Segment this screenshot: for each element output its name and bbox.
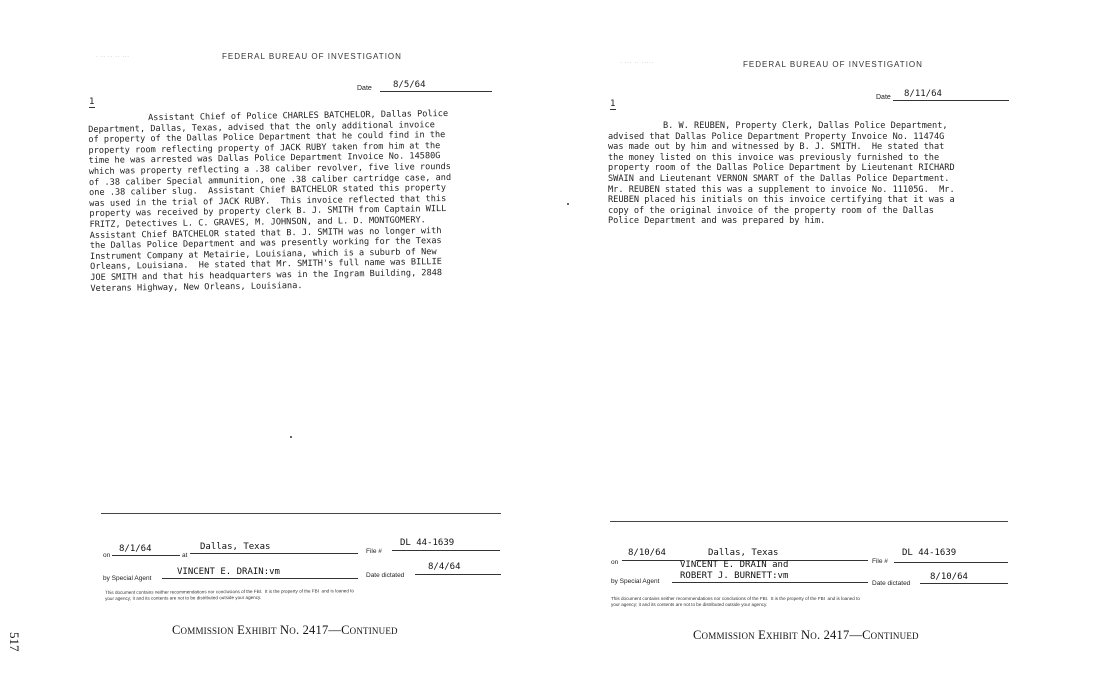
body-line: Orleans, Louisiana. He stated that Mr. SMITH's full name was BILLIE <box>90 257 443 273</box>
at-underline <box>190 553 358 554</box>
agent-label: by Special Agent <box>611 578 660 585</box>
body-line: FRITZ, Detectives L. C. GRAVES, M. JOHNSON, and L. D. MONTGOMERY. <box>89 215 426 230</box>
faint-form-code: · ·· ·· ·· ··· <box>96 54 130 60</box>
side-page-number: 517 <box>7 632 22 652</box>
on-value: 8/1/64 <box>119 544 152 554</box>
body-line: property room reflecting property of JACK RUBY taken from him at the <box>88 140 441 156</box>
dictated-label: Date dictated <box>366 572 405 579</box>
date-value: 8/11/64 <box>904 89 942 99</box>
page-number-underline <box>610 109 616 110</box>
file-underline <box>392 550 500 551</box>
right-document-page <box>548 0 1094 691</box>
body-line: of property of the Dallas Police Department that he could find in the <box>88 130 446 146</box>
date-label: Date <box>876 94 891 101</box>
document-body <box>608 121 955 227</box>
body-line: Instrument Company at Metairie, Louisiana, which is a suburb of New <box>89 246 437 262</box>
body-line: property room of the Dallas Police Department by Lieutenant RICHARD <box>608 163 955 174</box>
agent-value-line2: ROBERT J. BURNETT:vm <box>680 571 789 581</box>
body-line: copy of the original invoice of the property room of the Dallas <box>608 205 934 216</box>
date-underline <box>893 100 1009 101</box>
agent-underline <box>672 582 868 583</box>
on-underline <box>622 560 684 561</box>
disclaimer <box>611 596 860 609</box>
body-line: This document contains neither recommendations nor conclusions of the FBI. It is the property of the FBI and is loaned to <box>611 596 860 601</box>
body-line: JOE SMITH and that his headquarters was in the Ingram Building, 2848 <box>90 267 443 283</box>
disclaimer <box>105 588 354 603</box>
body-line: Assistant Chief BATCHELOR stated that B. J. SMITH was no longer with <box>89 225 442 241</box>
exhibit-caption: Commission Exhibit No. 2417—Continued <box>172 623 398 637</box>
page-number: 1 <box>89 97 95 107</box>
body-line: REUBEN placed his initials on this invoice certifying that it was a <box>608 195 955 206</box>
document-body <box>88 109 453 294</box>
body-line: the money listed on this invoice was previously furnished to the <box>608 152 940 163</box>
at-label: at <box>182 552 188 559</box>
body-line: was made out by him and witnessed by B. J. SMITH. He stated that <box>608 142 945 153</box>
scan-speck <box>290 436 292 438</box>
file-underline <box>894 562 1008 563</box>
file-label: File # <box>872 558 888 565</box>
at-value: Dallas, Texas <box>708 548 779 558</box>
scan-speck <box>567 203 569 205</box>
agent-value-line1: VINCENT E. DRAIN and <box>680 560 789 570</box>
body-line: SWAIN and Lieutenant VERNON SMART of the Dallas Police Department. <box>608 173 950 184</box>
exhibit-caption: Commission Exhibit No. 2417—Continued <box>693 628 919 642</box>
dictated-value: 8/10/64 <box>930 572 968 582</box>
body-line: This document contains neither recommendations nor conclusions of the FBI. It is the property of the FBI and is loaned to <box>105 588 354 595</box>
agent-label: by Special Agent <box>103 575 152 582</box>
on-label: on <box>611 559 619 566</box>
agent-value: VINCENT E. DRAIN:vm <box>177 567 280 577</box>
body-line: which was property reflecting a .38 caliber revolver, five live rounds <box>88 161 452 177</box>
page-number-underline <box>89 107 95 108</box>
body-line: your agency; it and its contents are not to be distributed outside your agency. <box>105 595 262 602</box>
on-underline <box>112 555 180 556</box>
body-line: the Dallas Police Department and was presently working for the Texas <box>89 236 442 252</box>
body-line: Police Department and was prepared by him. <box>608 216 826 227</box>
file-label: File # <box>366 548 382 555</box>
dictated-underline <box>415 574 501 575</box>
body-line: Mr. REUBEN stated this was a supplement to invoice No. 11105G. Mr. <box>608 184 955 195</box>
body-line: Veterans Highway, New Orleans, Louisiana. <box>90 280 303 294</box>
body-line: one .38 caliber slug. Assistant Chief BATCHELOR stated this property <box>89 183 447 199</box>
body-line: Department, Dallas, Texas, advised that the only additional invoice <box>88 119 435 135</box>
file-value: DL 44-1639 <box>902 548 957 558</box>
left-document-page <box>0 0 540 691</box>
file-value: DL 44-1639 <box>400 538 455 548</box>
dictated-underline <box>920 583 1008 584</box>
body-line: of .38 caliber Special ammunition, one .38 caliber cartridge case, and <box>88 172 452 188</box>
at-value: Dallas, Texas <box>200 542 271 552</box>
date-underline <box>380 91 492 92</box>
body-line: B. W. REUBEN, Property Clerk, Dallas Police Department, <box>663 121 948 131</box>
body-line: was used in the trial of JACK RUBY. This invoice reflected that this <box>89 193 447 209</box>
form-header: FEDERAL BUREAU OF INVESTIGATION <box>222 52 402 61</box>
date-label: Date <box>357 85 372 92</box>
footer-rule <box>610 521 1008 522</box>
body-line: your agency; it and its contents are not to be distributed outside your agency. <box>611 602 768 608</box>
faint-form-code: · ··· ·· ····· <box>620 60 654 66</box>
on-label: on <box>103 552 111 559</box>
date-value: 8/5/64 <box>393 80 426 90</box>
body-line: advised that Dallas Police Department Property Invoice No. 11474G <box>608 131 945 142</box>
body-line: time he was arrested was Dallas Police Department Invoice No. 14580G <box>88 151 441 167</box>
body-line: Assistant Chief of Police CHARLES BATCHELOR, Dallas Police <box>147 108 449 124</box>
form-header: FEDERAL BUREAU OF INVESTIGATION <box>743 60 923 69</box>
body-line: property was received by property clerk B. J. SMITH from Captain WILL <box>89 204 447 220</box>
page-number: 1 <box>610 99 616 109</box>
agent-underline <box>162 578 358 579</box>
on-value: 8/10/64 <box>628 548 666 558</box>
footer-rule <box>101 513 501 514</box>
dictated-value: 8/4/64 <box>428 562 461 572</box>
dictated-label: Date dictated <box>872 580 911 587</box>
